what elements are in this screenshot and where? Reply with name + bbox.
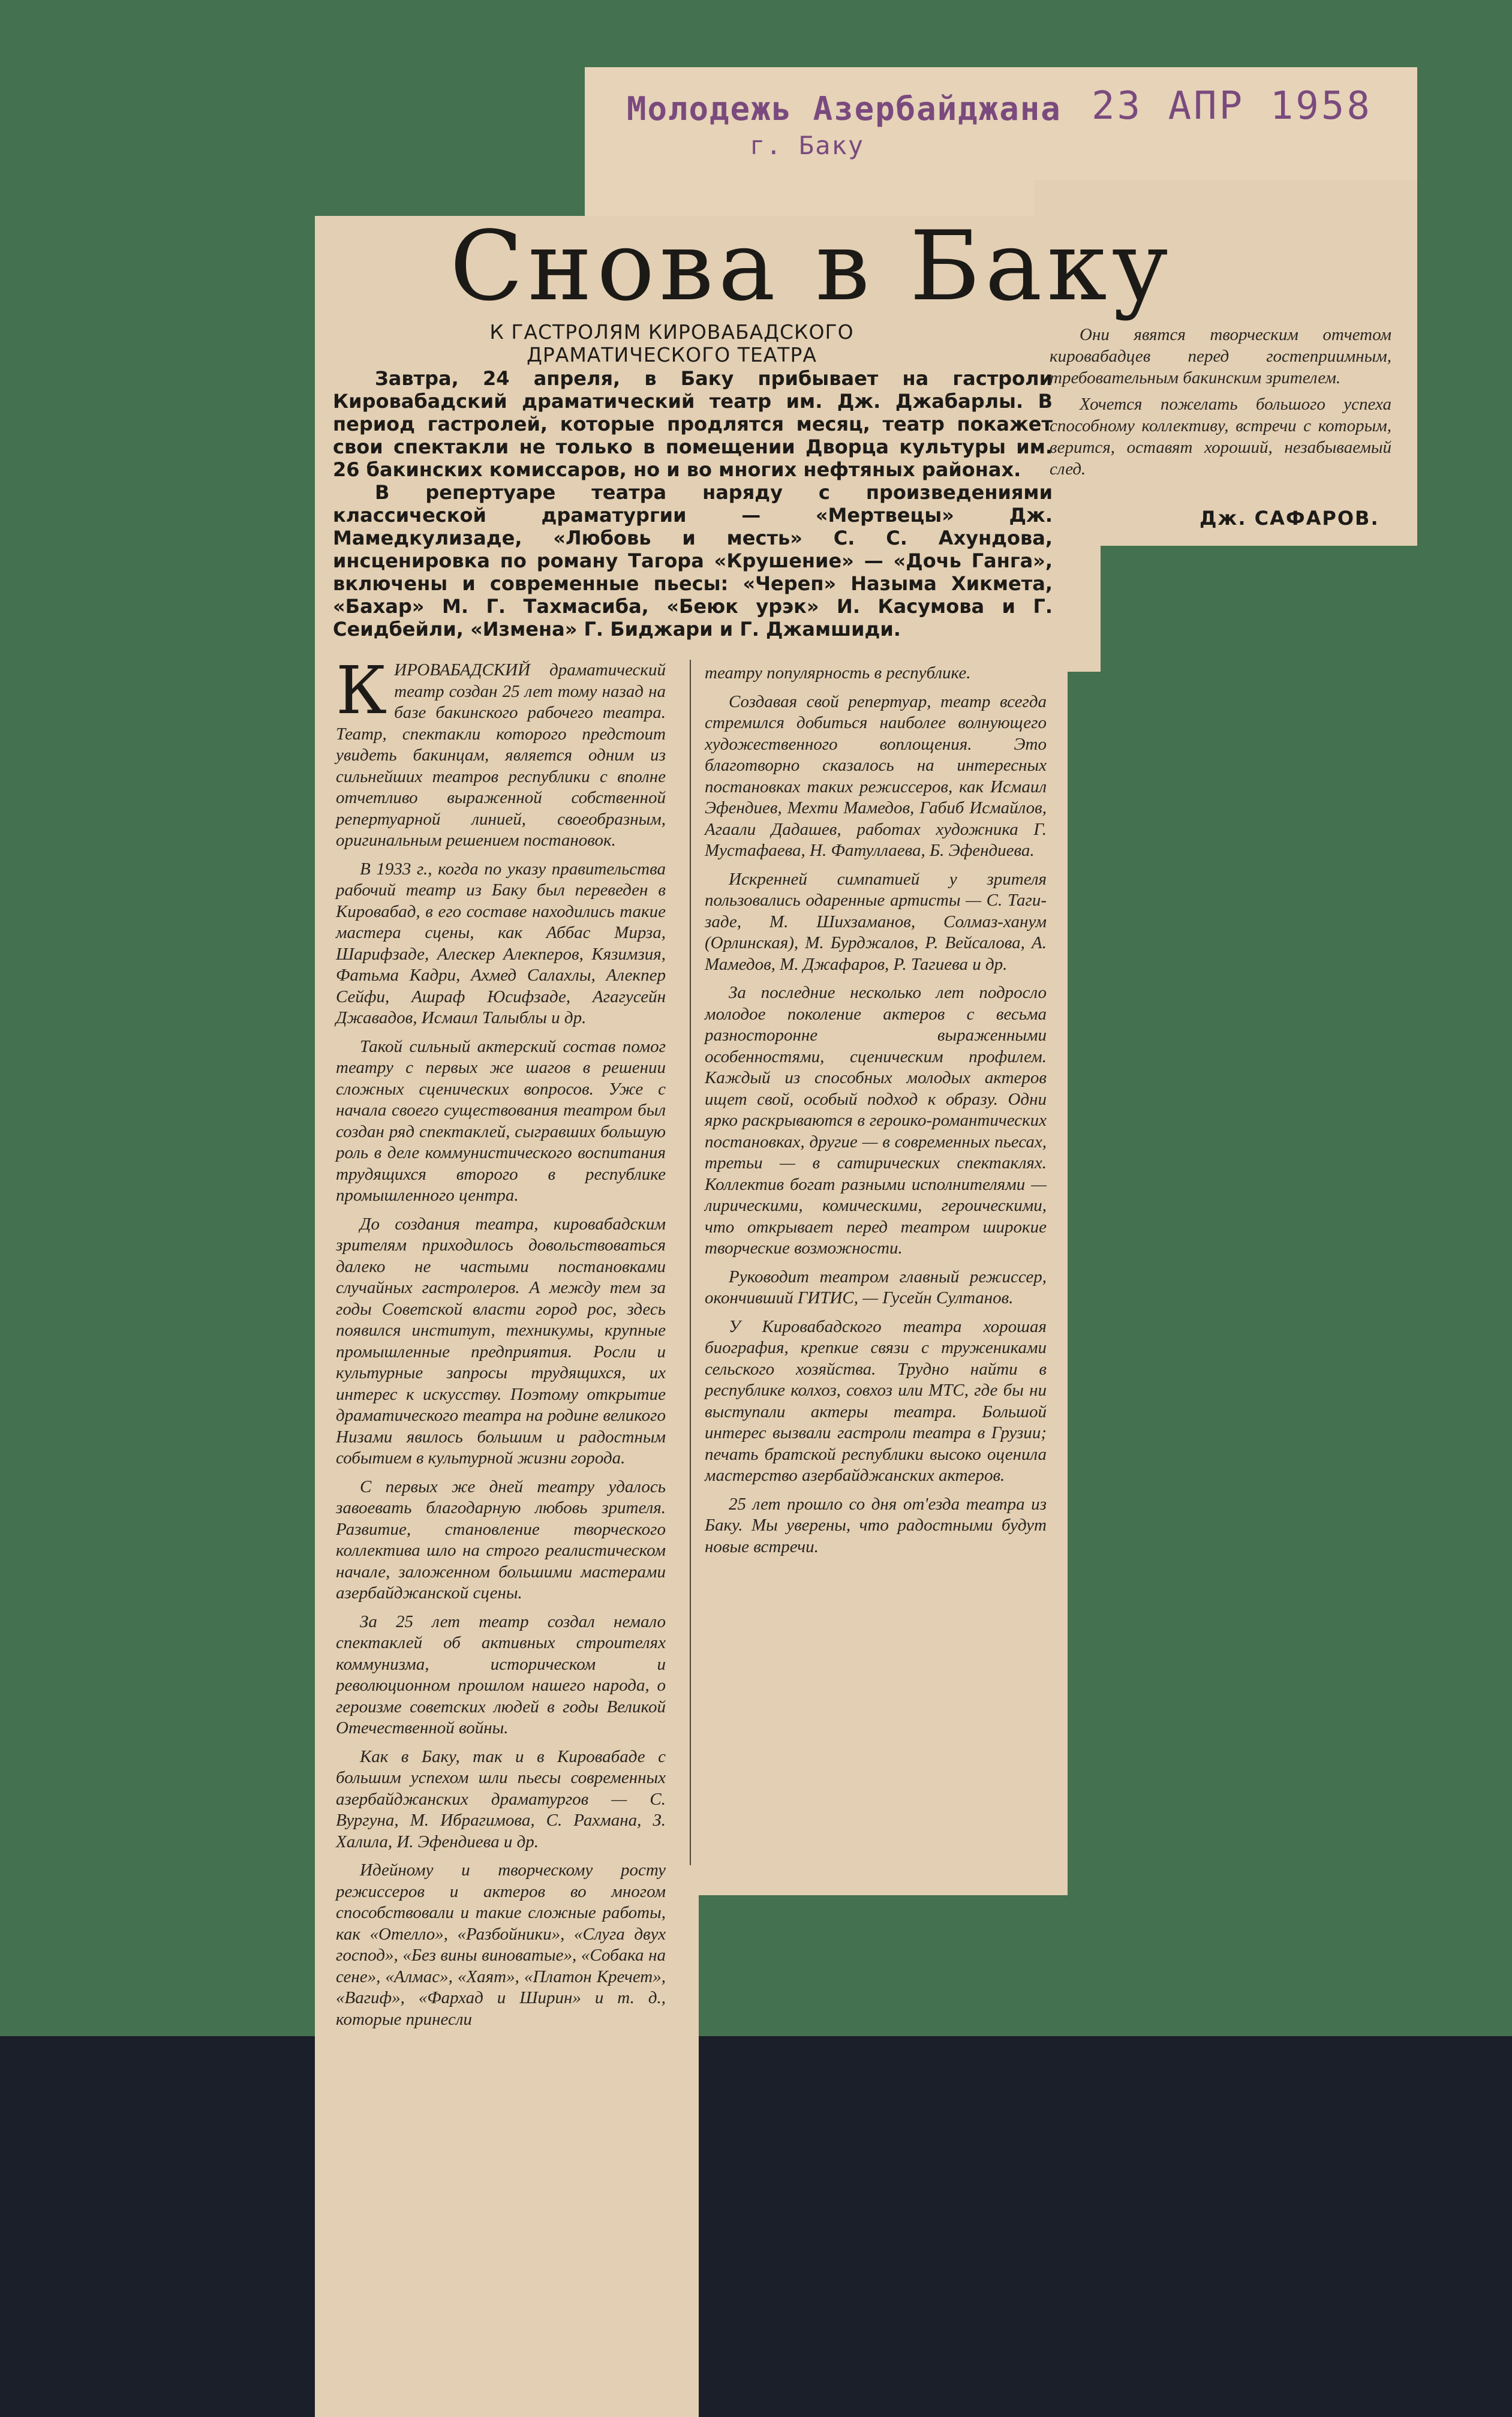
paragraph: Такой сильный актерский состав помог театру с первых же шагов в решении сложных сценических вопросов. Уже с начала своего существования театром был создан ряд спектаклей, сыгравших большую роль в деле коммунистического воспитания трудящихся второго в республике промышленного центра.	[336, 1036, 666, 1205]
right-column-text	[1050, 324, 1391, 485]
paragraph: Идейному и творческому росту режиссеров и актеров во многом способствовали и такие сложные работы, как «Отелло», «Разбойники», «Слуга двух господ», «Без вины виноватые», «Собака на сене», «Алмас», «Хаят», «Платон Кречет», «Вагиф», «Фархад и Ширин» и т. д., которые принесли	[336, 1860, 666, 2029]
paragraph: За 25 лет театр создал немало спектаклей об активных строителях коммунизма, историческом и революционном прошлом нашего народа, о героизме советских людей в годы Великой Отечественной войны.	[336, 1612, 666, 1737]
article-column-2	[705, 663, 1047, 1565]
paragraph: театру популярность в республике.	[705, 663, 971, 683]
paragraph: До создания театра, кировабадским зрителям приходилось довольствоваться далеко не частыми постановками случайных гастролеров. А между тем за годы Советской власти город рос, здесь появился институт, техникумы, крупные промышленные предприятия. Росли и культурные запросы трудящихся, их интерес к искусству. Поэтому открытие драматического театра на родине великого Низами явилось большим и радостным событием в культурной жизни города.	[336, 1214, 666, 1468]
paragraph: За последние несколько лет подросло молодое поколение актеров с весьма разносторонне выраженными особенностями, сценическим профилем. Каждый из способных молодых актеров ищет свой, особый подход к образу. Одни ярко раскрываются в героико-романтических постановках, другие — в современных пьесах, третьи — в сатирических спектаклях. Коллектив богат разными исполнителями — лирическими, комическими, героическими, что открывает перед театром широкие творческие возможности.	[705, 983, 1047, 1258]
article-column-1	[336, 652, 666, 2037]
paragraph: Руководит театром главный режиссер, окончивший ГИТИС, — Гусейн Султанов.	[705, 1267, 1047, 1307]
publication-stamp: Молодежь Азербайджана	[627, 90, 1062, 128]
paragraph: ИРОВАБАДСКИЙ драматический театр создан 25 лет тому назад на базе бакинского рабочего театра. Театр, спектакли которого предстоит увидеть бакинцам, является одним из сильнейших театров республики с вполне отчетливо выраженной собственной репертуарной линией, своеобразным, оригинальным решением постановок.	[336, 660, 666, 850]
paragraph: Они явятся творческим отчетом кировабадцев перед гостеприимным, требовательным бакинским зрителем.	[1050, 325, 1391, 387]
column-divider	[690, 660, 691, 1865]
paragraph: В 1933 г., когда по указу правительства рабочий театр из Баку был переведен в Кировабад, в его составе находились такие мастера сцены, как Аббас Мирза, Шарифзаде, Алескер Алекперов, Кязимзия, Фатьма Кадри, Ахмед Салахлы, Алекпер Сейфи, Ашраф Юсифзаде, Агагусейн Джавадов, Исмаил Талыблы и др.	[336, 859, 666, 1027]
date-stamp: 23 АПР 1958	[1092, 84, 1372, 128]
lead-paragraph: Завтра, 24 апреля, в Баку прибывает на гастроли Кировабадский драматический театр им. Дж. Джабарлы. В период гастролей, которые продлятся месяц, театр покажет свои спектакли не только в помещении Дворца культуры им. 26 бакинских комиссаров, но и во многих нефтяных районах.	[333, 367, 1053, 481]
article-title: Снова в Баку	[450, 210, 1173, 322]
drop-cap: К	[336, 652, 387, 729]
paragraph: 25 лет прошло со дня от'езда театра из Баку. Мы уверены, что радостными будут новые встречи.	[705, 1494, 1047, 1556]
lead-paragraph: В репертуаре театра наряду с произведениями классической драматургии — «Мертвецы» Дж. Мамедкулизаде, «Любовь и месть» С. С. Ахундова, инсценировка по роману Тагора «Крушение» — «Дочь Ганга», включены и современные пьесы: «Череп» Назыма Хикмета, «Бахар» М. Г. Тахмасиба, «Беюк урэк» И. Касумова и Г. Сеидбейли, «Измена» Г. Биджари и Г. Джамшиди.	[333, 481, 1053, 641]
city-stamp: г. Баку	[750, 131, 865, 160]
paragraph: Создавая свой репертуар, театр всегда стремился добиться наиболее волнующего художественного воплощения. Это благотворно сказалось на интересных постановках таких режиссеров, как Исмаил Эфендиев, Мехти Мамедов, Габиб Исмайлов, Агаали Дадашев, работах художника Г. Мустафаева, Н. Фатуллаева, Б. Эфендиева.	[705, 692, 1047, 860]
article-subtitle: К ГАСТРОЛЯМ КИРОВАБАДСКОГО ДРАМАТИЧЕСКОГО ТЕАТРА	[489, 320, 854, 366]
paragraph: Как в Баку, так и в Кировабаде с большим успехом шли пьесы современных азербайджанских драматургов — С. Вургуна, М. Ибрагимова, С. Рахмана, З. Халила, И. Эфендиева и др.	[336, 1746, 666, 1851]
author-signature: Дж. САФАРОВ.	[1200, 507, 1379, 530]
dark-bottom-strip	[0, 2036, 1512, 2417]
paragraph: С первых же дней театру удалось завоевать благодарную любовь зрителя. Развитие, становление творческого коллектива шло на строго реалистическом начале, заложенном большими мастерами азербайджанской сцены.	[336, 1477, 666, 1603]
article-lead	[333, 367, 1053, 641]
paragraph: Искренней симпатией у зрителя пользовались одаренные артисты — С. Таги-заде, М. Шихзаманов, Солмаз-ханум (Орлинская), М. Бурджалов, Р. Вейсалова, А. Мамедов, М. Джафаров, Р. Тагиева и др.	[705, 869, 1047, 974]
paragraph: У Кировабадского театра хорошая биография, крепкие связи с тружениками сельского хозяйства. Трудно найти в республике колхоз, совхоз или МТС, где бы ни выступали актеры театра. Большой интерес вызвали гастроли театра в Грузии; печать братской республики высоко оценила мастерство азербайджанских актеров.	[705, 1316, 1047, 1485]
paragraph: Хочется пожелать большого успеха способному коллективу, встречи с которым, верится, оставят хороший, незабываемый след.	[1050, 395, 1391, 479]
